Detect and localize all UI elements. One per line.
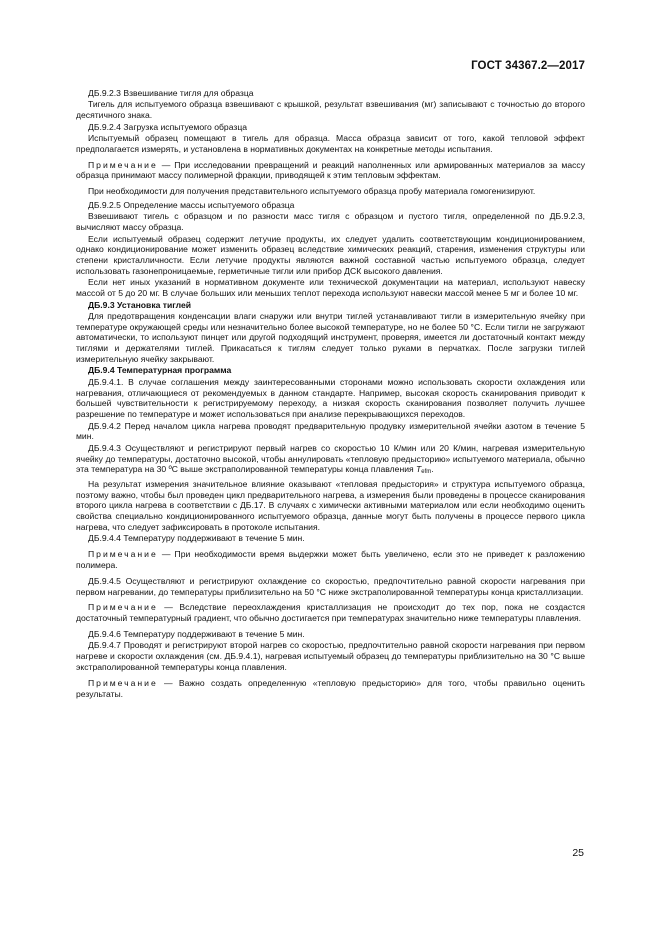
paragraph: ДБ.9.4.5 Осуществляют и регистрируют охлаждение со скоростью, предпочтительно равной скорости нагревания при первом нагревании, до температуры приблизительно на 50 °С ниже экстраполированной температуры конца кристаллизации.: [76, 575, 585, 597]
document-body: [76, 88, 585, 704]
note-text: — Важно создать определенную «тепловую предысторию» для того, чтобы правильно оценить результаты.: [76, 677, 585, 699]
paragraph-text: ДБ.9.4.3 Осуществляют и регистрируют первый нагрев со скоростью 10 К/мин или 20 К/мин, нагревая измерительную ячейку до температуры, достаточно высокой, чтобы аннулировать «тепловую предысторию» испытуемого материала, обычно эта температура на 30 ºС выше экстраполированной температуры конца плавления: [76, 442, 585, 475]
paragraph: ДБ.9.4.7 Проводят и регистрируют второй нагрев со скоростью, предпочтительно равной скорости нагревания при первом нагреве и скорости охлаждения (см. ДБ.9.4.1), нагревая испытуемый образец до температуры приблизительно на 30 °С выше экстраполированной температуры конца плавления.: [76, 640, 585, 672]
note-label: Примечание: [88, 159, 158, 170]
note-text: — При необходимости время выдержки может быть увеличено, если это не приведет к разложению полимера.: [76, 549, 585, 570]
paragraph: При необходимости для получения представительного испытуемого образца пробу материала гомогенизируют.: [88, 186, 536, 197]
note-label: Примечание: [88, 602, 158, 613]
note-text: — Вследствие переохлаждения кристаллизация не происходит до тех пор, пока не создастся достаточный температурный градиент, что обычно достигается при температурах значительно ниже температуры плавления.: [76, 602, 585, 624]
temperature-symbol: T: [416, 464, 422, 475]
paragraph: [76, 443, 585, 478]
note-4: [76, 678, 585, 700]
temperature-subscript: efm: [421, 469, 432, 476]
note-text: — При исследовании превращений и реакций наполненных или армированных материалов за массу образца принимают массу полимерной фракции, приводящей к этим тепловым эффектам.: [76, 159, 585, 181]
paragraph: Для предотвращения конденсации влаги снаружи или внутри тиглей устанавливают тигли в измерительную ячейку при температуре окружающей среды или незначительно более высокой температуре, но не более 50 °С. Если тигли не загружают автоматически, то используют пинцет или другой подходящий инструмент, проверяя, имеется ли достаточный контакт между тиглями и держателями тиглей. Прикасаться к тиглям следует только руками в перчатках. После загрузки тиглей измерительную ячейку закрывают.: [76, 310, 585, 365]
note-2: [76, 549, 585, 571]
document-code-header: ГОСТ 34367.2—2017: [471, 60, 585, 72]
note-1: [76, 160, 585, 182]
paragraph: ДБ.9.4.6 Температуру поддерживают в течение 5 мин.: [88, 628, 305, 639]
note-label: Примечание: [88, 677, 158, 688]
clause-heading-9-2-3: ДБ.9.2.3 Взвешивание тигля для образца: [88, 88, 254, 98]
section-heading-9-4: ДБ.9.4 Температурная программа: [88, 365, 232, 376]
note-3: [76, 602, 585, 624]
section-heading-9-3: ДБ.9.3 Установка тиглей: [88, 299, 192, 310]
paragraph: ДБ.9.4.2 Перед началом цикла нагрева проводят предварительную продувку измерительной ячейки азотом в течение 5 мин.: [76, 420, 585, 442]
paragraph: ДБ.9.4.1. В случае соглашения между заинтересованными сторонами можно использовать скорости охлаждения или нагревания, отличающиеся от рекомендуемых в данном стандарте. Например, высокая скорость сканирования приводит к большей чувствительности к регистрируемому переходу, а низкая скорость сканирования позволяет получить лучшее разрешение по температуре и может использоваться при анализе перекрывающихся переходов.: [76, 376, 585, 420]
clause-heading-9-2-4: ДБ.9.2.4 Загрузка испытуемого образца: [88, 121, 248, 132]
paragraph: Взвешивают тигель с образцом и по разности масс тигля с образцом и пустого тигля, определенной по ДБ.9.2.3, вычисляют массу образца.: [76, 211, 585, 233]
paragraph: Если нет иных указаний в нормативном документе или технической документации на материал, используют навеску массой от 5 до 20 мг. В случае больших или меньших теплот перехода используют навески массой менее 5 мг и более 10 мг.: [76, 277, 585, 299]
paragraph: На результат измерения значительное влияние оказывают «тепловая предыстория» и структура испытуемого образца, поэтому важно, чтобы был проведен цикл предварительного нагрева, а измерения были проведены в процессе сканирования второго цикла нагрева в соответствии с ДБ.17. В случаях с химически активными материалом или если необходимо оценить свойства специально кондиционированного испытуемого образца, данные могут быть получены в процессе первого цикла нагрева, что следует зафиксировать в протоколе испытания.: [76, 478, 585, 532]
paragraph: Если испытуемый образец содержит летучие продукты, их следует удалить соответствующим кондиционированием, однако кондиционирование может изменить образец вследствие химических реакций, старения, изменения структуры или степени кристалличности. Если летучие продукты являются важной составной частью испытуемого образца, следует использовать газонепроницаемые, герметичные тигли или прибор ДСК высокого давления.: [76, 233, 585, 276]
paragraph-end: .: [431, 464, 434, 475]
paragraph: ДБ.9.4.4 Температуру поддерживают в течение 5 мин.: [88, 533, 305, 544]
paragraph: Испытуемый образец помещают в тигель для образца. Масса образца зависит от того, какой тепловой эффект предполагается измерять, и установлена в нормативных документах на конкретные методы испытания.: [76, 132, 585, 154]
page-number: 25: [572, 847, 584, 859]
note-label: Примечание: [88, 549, 158, 560]
clause-heading-9-2-5: ДБ.9.2.5 Определение массы испытуемого образца: [88, 199, 295, 210]
paragraph: Тигель для испытуемого образца взвешивают с крышкой, результат взвешивания (мг) записывают с точностью до второго десятичного знака.: [76, 99, 585, 121]
